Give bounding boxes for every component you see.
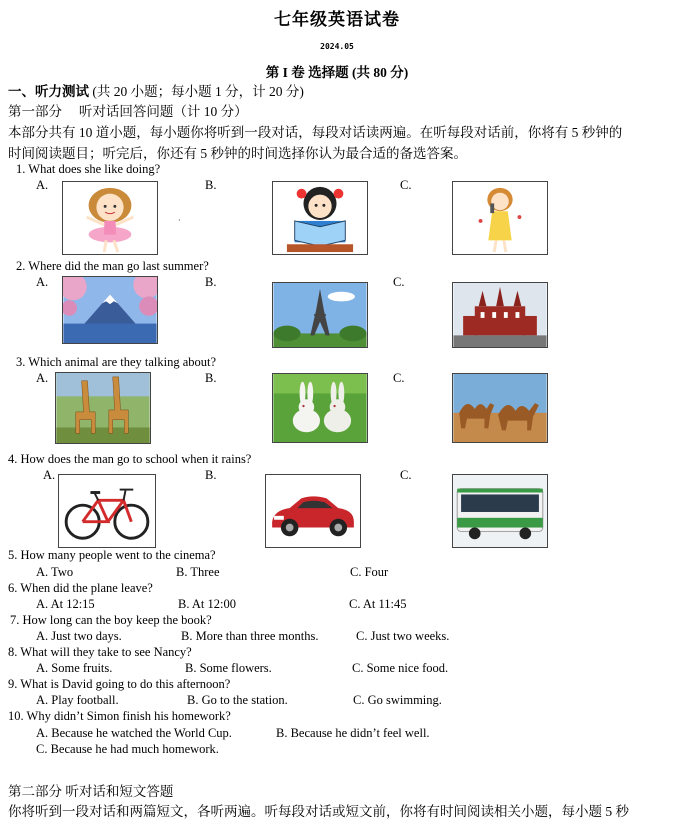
q8-option-a: A. Some fruits. [36,661,113,675]
q2-option-b-letter: B. [205,275,217,289]
exam-date: 2024.05 [320,42,354,51]
question-9-text: 9. What is David going to do this afternoon? [8,677,231,691]
q1-option-c-letter: C. [400,178,412,192]
part1-subheading: 第一部分 听对话回答问题（计 10 分） [8,104,248,119]
eiffel-tower-image [272,282,368,348]
mount-fuji-cherry-blossoms-image [62,276,158,344]
q3-option-a-letter: A. [36,371,49,385]
rabbits-image [272,373,368,443]
q4-option-a-letter: A. [43,468,56,482]
q10-option-b: B. Because he didn’t feel well. [276,726,430,740]
q1-option-b-letter: B. [205,178,217,192]
q9-option-b: B. Go to the station. [187,693,288,707]
q6-option-a: A. At 12:15 [36,597,95,611]
q5-option-b: B. Three [176,565,220,579]
q1-option-a-letter: A. [36,178,49,192]
part1-instructions-line2: 时间阅读题目；听完后，你还有 5 秒钟的时间选择你认为最合适的备选答案。 [8,146,467,161]
q4-option-c-letter: C. [400,468,412,482]
part1-heading [8,80,304,100]
q8-option-b: B. Some flowers. [185,661,272,675]
red-car-image [265,474,361,548]
question-5-text: 5. How many people went to the cinema? [8,548,216,562]
q5-option-c: C. Four [350,565,389,579]
q7-option-c: C. Just two weeks. [356,629,450,643]
part1-heading-bold: 一、听力测试 [8,84,89,99]
question-1-text: 1. What does she like doing? [16,162,161,176]
exam-title: 七年级英语试卷 [274,10,400,29]
q2-option-a-letter: A. [36,275,49,289]
q6-option-c: C. At 11:45 [349,597,407,611]
question-8-text: 8. What will they take to see Nancy? [8,645,192,659]
part1-instructions-line1: 本部分共有 10 道小题，每小题你将听到一段对话，每段对话读两遍。在听每段对话前，你将有 5 秒钟的 [8,125,623,140]
question-6-text: 6. When did the plane leave? [8,581,153,595]
girl-reading-book-image [272,181,368,255]
q8-option-c: C. Some nice food. [352,661,449,675]
q9-option-a: A. Play football. [36,693,119,707]
q7-option-a: A. Just two days. [36,629,122,643]
q9-option-c: C. Go swimming. [353,693,442,707]
q10-option-a: A. Because he watched the World Cup. [36,726,232,740]
bicycle-image [58,474,156,548]
question-10-text: 10. Why didn’t Simon finish his homework? [8,709,231,723]
q10-option-c: C. Because he had much homework. [36,742,219,756]
green-bus-image [452,474,548,548]
ballet-dancer-girl-image [62,181,158,255]
question-3-text: 3. Which animal are they talking about? [16,355,217,369]
question-4-text: 4. How does the man go to school when it rains? [8,452,252,466]
q3-option-c-letter: C. [393,371,405,385]
question-2-text: 2. Where did the man go last summer? [16,259,209,273]
stray-dot: · [178,216,181,225]
red-square-moscow-image [452,282,548,348]
part2-heading: 第二部分 听对话和短文答题 [8,784,174,799]
girl-singing-microphone-image [452,181,548,255]
camels-image [452,373,548,443]
q4-option-b-letter: B. [205,468,217,482]
giraffes-image [55,372,151,444]
q6-option-b: B. At 12:00 [178,597,236,611]
question-7-text: 7. How long can the boy keep the book? [10,613,212,627]
q5-option-a: A. Two [36,565,74,579]
part2-instructions-line1: 你将听到一段对话和两篇短文，各听两遍。听每段对话或短文前，你将有时间阅读相关小题，每小题 5 秒 [8,804,629,819]
q2-option-c-letter: C. [393,275,405,289]
part1-heading-rest: (共 20 小题；每小题 1 分，计 20 分) [89,84,304,99]
section-title: 第 I 卷 选择题 (共 80 分) [265,65,409,80]
q7-option-b: B. More than three months. [181,629,319,643]
q3-option-b-letter: B. [205,371,217,385]
